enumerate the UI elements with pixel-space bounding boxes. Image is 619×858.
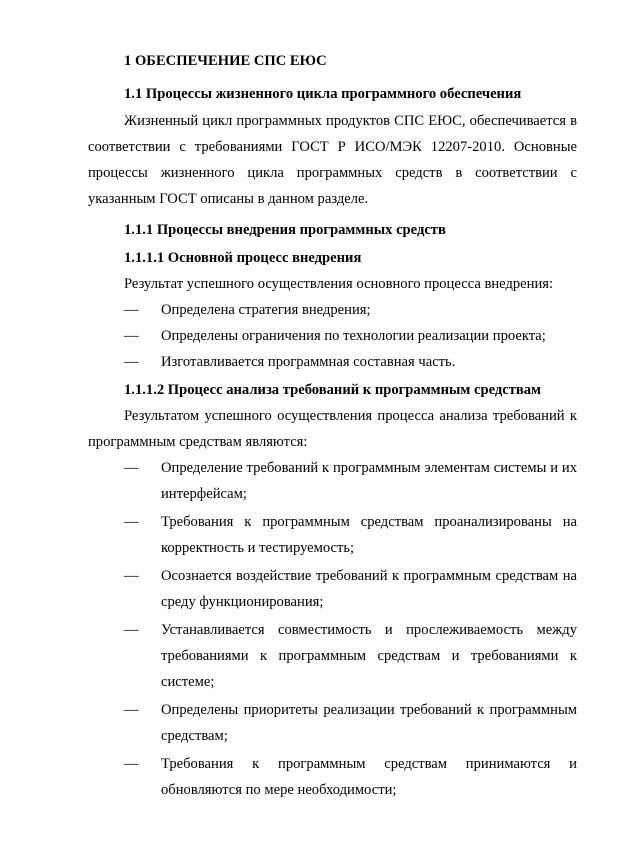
section1-lead-paragraph: Результат успешного осуществления основного процесса внедрения: bbox=[124, 276, 554, 292]
list-item bbox=[88, 751, 577, 803]
section-heading-1: 1 ОБЕСПЕЧЕНИЕ СПС ЕЮС bbox=[124, 53, 327, 69]
section1-list bbox=[88, 297, 577, 375]
dash-bullet: — bbox=[124, 702, 139, 718]
section2-list bbox=[88, 455, 577, 803]
dash-bullet: — bbox=[124, 622, 139, 638]
list-item bbox=[88, 617, 577, 695]
list-item bbox=[88, 509, 577, 561]
list-item-text: Определены приоритеты реализации требований к программным средствам; bbox=[161, 702, 577, 744]
list-item bbox=[88, 349, 577, 375]
list-item-text: Изготавливается программная составная часть. bbox=[161, 354, 456, 370]
dash-bullet: — bbox=[124, 756, 139, 772]
section-heading-1-1-1-1: 1.1.1.1 Основной процесс внедрения bbox=[124, 250, 362, 266]
section-heading-1-1-1-2: 1.1.1.2 Процесс анализа требований к программным средствам bbox=[124, 382, 541, 398]
list-item bbox=[88, 455, 577, 507]
dash-bullet: — bbox=[124, 460, 139, 476]
list-item bbox=[88, 563, 577, 615]
dash-bullet: — bbox=[124, 568, 139, 584]
list-item-text: Требования к программным средствам принимаются и обновляются по мере необходимости; bbox=[161, 756, 577, 798]
intro-paragraph: Жизненный цикл программных продуктов СПС ЕЮС, обеспечивается в соответствии с требованиями ГОСТ Р ИСО/МЭК 12207-2010. Основные процессы жизненного цикла программных средств в соответствии с указанным ГОСТ описаны в данном разделе. bbox=[88, 113, 577, 207]
dash-bullet: — bbox=[124, 514, 139, 530]
list-item-text: Определены ограничения по технологии реализации проекта; bbox=[161, 328, 546, 344]
section-heading-1-1: 1.1 Процессы жизненного цикла программного обеспечения bbox=[124, 86, 522, 102]
list-item bbox=[88, 297, 577, 323]
list-item-text: Определение требований к программным элементам системы и их интерфейсам; bbox=[161, 460, 577, 502]
list-item-text: Осознается воздействие требований к программным средствам на среду функционирования; bbox=[161, 568, 577, 610]
section-heading-1-1-1: 1.1.1 Процессы внедрения программных средств bbox=[124, 222, 446, 238]
section2-lead-paragraph: Результатом успешного осуществления процесса анализа требований к программным средствам являются: bbox=[88, 408, 577, 450]
dash-bullet: — bbox=[124, 354, 139, 370]
dash-bullet: — bbox=[124, 328, 139, 344]
list-item-text: Определена стратегия внедрения; bbox=[161, 302, 371, 318]
list-item-text: Требования к программным средствам проанализированы на корректность и тестируемость; bbox=[161, 514, 577, 556]
list-item bbox=[88, 323, 577, 349]
dash-bullet: — bbox=[124, 302, 139, 318]
list-item-text: Устанавливается совместимость и прослеживаемость между требованиями к программным средствам и требованиями к системе; bbox=[161, 622, 577, 690]
list-item bbox=[88, 697, 577, 749]
